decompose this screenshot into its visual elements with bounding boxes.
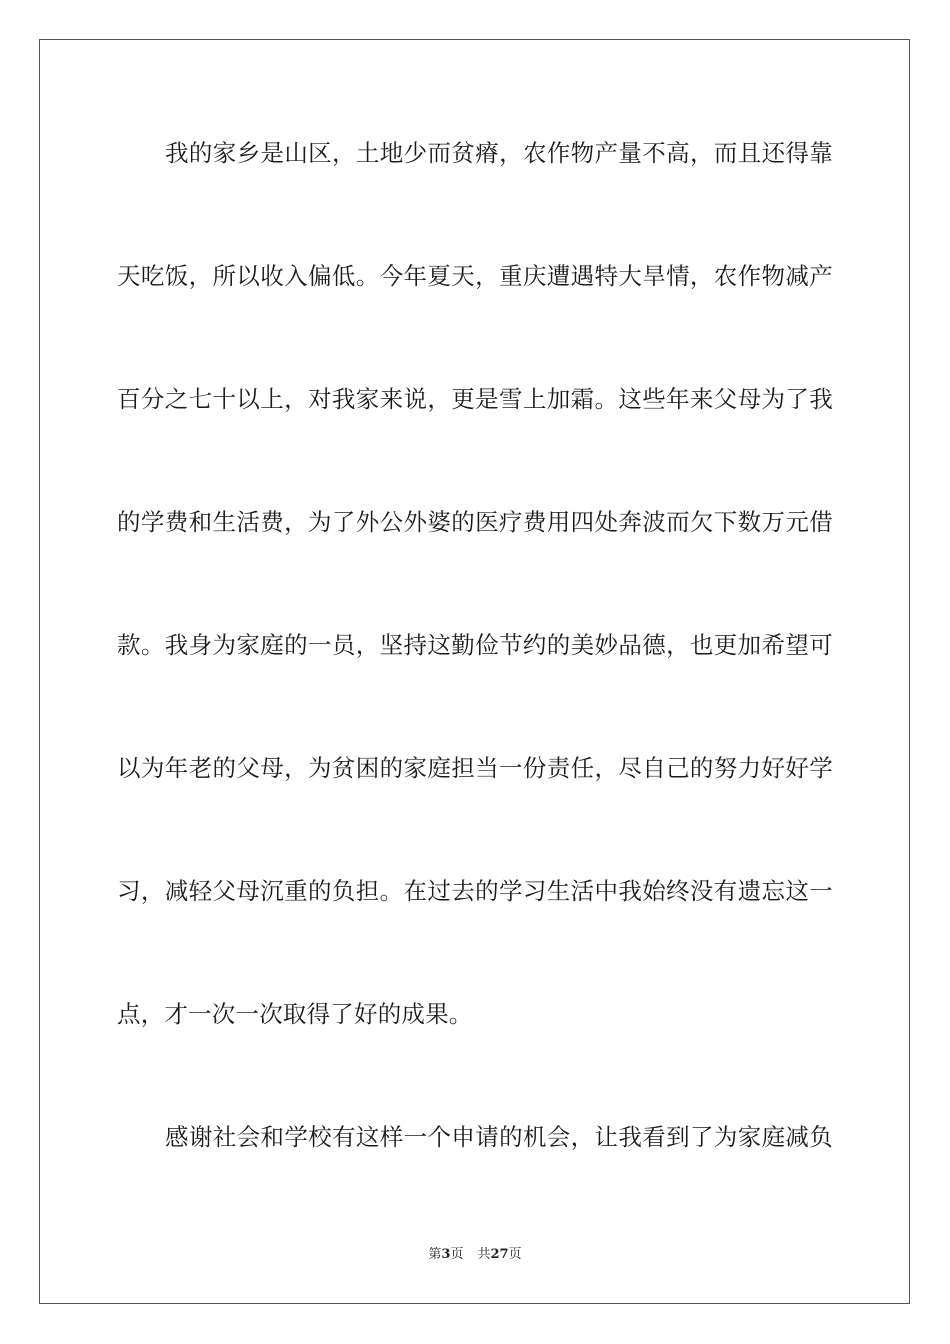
footer-page-prefix: 第 (428, 1247, 442, 1262)
paragraph-1-line-4: 的学费和生活费，为了外公外婆的医疗费用四处奔波而欠下数万元借 (117, 508, 833, 536)
paragraph-2-line-1: 感谢社会和学校有这样一个申请的机会，让我看到了为家庭减负 (165, 1123, 833, 1151)
paragraph-1-line-7: 习，减轻父母沉重的负担。在过去的学习生活中我始终没有遗忘这一 (117, 877, 833, 905)
footer-total-suffix: 页 (508, 1247, 522, 1262)
paragraph-1-line-8: 点，才一次一次取得了好的成果。 (117, 1000, 473, 1028)
footer-page-number: 3 (441, 1247, 451, 1262)
paragraph-1-line-2: 天吃饭，所以收入偏低。今年夏天，重庆遭遇特大旱情，农作物减产 (117, 262, 833, 290)
paragraph-1-line-6: 以为年老的父母，为贫困的家庭担当一份责任，尽自己的努力好好学 (117, 754, 833, 782)
footer-total-prefix: 共 (477, 1247, 491, 1262)
page-border (39, 39, 910, 1304)
footer-total-pages: 27 (490, 1247, 509, 1262)
paragraph-1-line-1: 我的家乡是山区，土地少而贫瘠，农作物产量不高，而且还得靠 (165, 139, 833, 167)
paragraph-1-line-3: 百分之七十以上，对我家来说，更是雪上加霜。这些年来父母为了我 (117, 385, 833, 413)
paragraph-1-line-5: 款。我身为家庭的一员，坚持这勤俭节约的美妙品德，也更加希望可 (117, 631, 833, 659)
page-footer (0, 1246, 950, 1264)
footer-page-suffix: 页 (450, 1247, 464, 1262)
